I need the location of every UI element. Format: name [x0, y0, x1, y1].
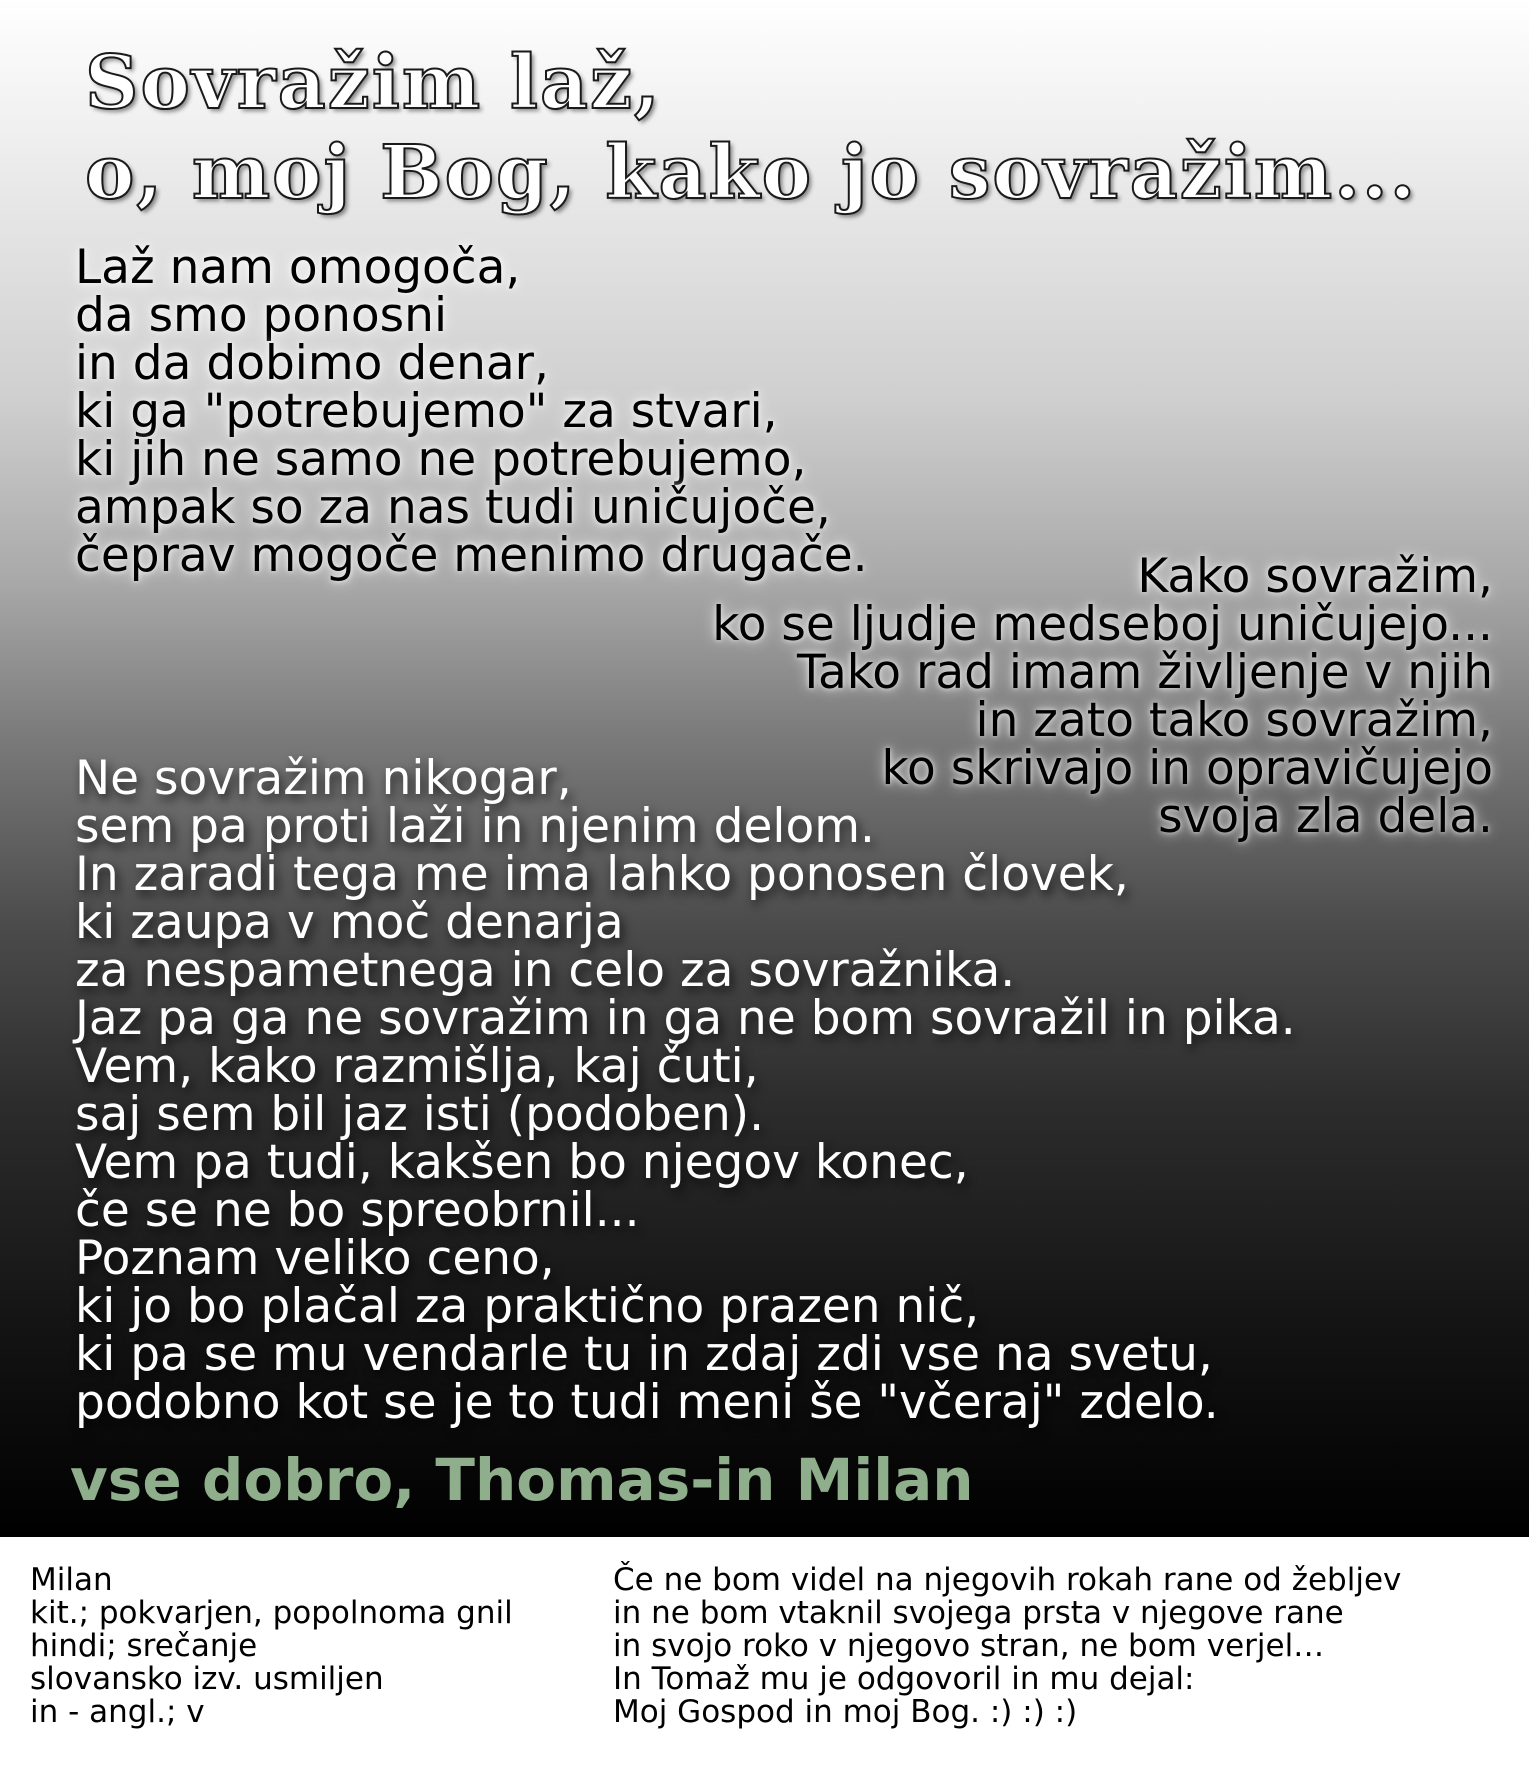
verse-line: če se ne bo spreobrnil... [75, 1183, 640, 1238]
verse-line: Kako sovražim, [1137, 549, 1493, 604]
note-line: hindi; srečanje [30, 1628, 258, 1664]
note-line: Moj Gospod in moj Bog. :) :) :) [613, 1694, 1078, 1730]
verse-line: Laž nam omogoča, [75, 240, 521, 295]
verse-line: za nespametnega in celo za sovražnika. [75, 943, 1016, 998]
note-line: in - angl.; v [30, 1694, 205, 1730]
verse-line: ki pa se mu vendarle tu in zdaj zdi vse na svetu, [75, 1327, 1213, 1382]
verse-line: čeprav mogoče menimo drugače. [75, 528, 868, 583]
note-line: Če ne bom videl na njegovih rokah rane od žebljev [613, 1562, 1402, 1598]
verse-line: ki jo bo plačal za praktično prazen nič, [75, 1279, 980, 1334]
note-line: slovansko izv. usmiljen [30, 1661, 384, 1697]
verse-line: Vem pa tudi, kakšen bo njegov konec, [75, 1135, 969, 1190]
verse-line: Vem, kako razmišlja, kaj čuti, [75, 1039, 759, 1094]
verse-line: saj sem bil jaz isti (podoben). [75, 1087, 765, 1142]
note-line: kit.; pokvarjen, popolnoma gnil [30, 1595, 513, 1631]
verse-line: In zaradi tega me ima lahko ponosen človek, [75, 847, 1129, 902]
verse-line: Ne sovražim nikogar, [75, 751, 572, 806]
signature: vse dobro, Thomas-in Milan [70, 1446, 974, 1514]
title-line: Sovražim laž, [85, 40, 662, 126]
verse-line: ko se ljudje medseboj uničujejo... [712, 597, 1493, 652]
note-line: in ne bom vtaknil svojega prsta v njegove rane [613, 1595, 1344, 1631]
verse-line: ampak so za nas tudi uničujoče, [75, 480, 831, 535]
poem-title [85, 38, 1417, 218]
note-line: Milan [30, 1562, 113, 1598]
stanza-nobody [75, 751, 1296, 1430]
verse-line: in zato tako sovražim, [975, 693, 1493, 748]
verse-line: Poznam veliko ceno, [75, 1231, 555, 1286]
verse-line: ki jih ne samo ne potrebujemo, [75, 432, 807, 487]
verse-line: in da dobimo denar, [75, 336, 549, 391]
note-line: in svojo roko v njegovo stran, ne bom verjel… [613, 1628, 1325, 1664]
verse-line: da smo ponosni [75, 288, 448, 343]
scripture-quote [613, 1564, 1401, 1729]
title-line: o, moj Bog, kako jo sovražim... [85, 130, 1418, 216]
verse-line: sem pa proti laži in njenim delom. [75, 799, 875, 854]
verse-line: Jaz pa ga ne sovražim in ga ne bom sovražil in pika. [75, 991, 1296, 1046]
verse-line: svoja zla dela. [1158, 789, 1493, 844]
note-line: In Tomaž mu je odgovoril in mu dejal: [613, 1661, 1195, 1697]
name-meanings [30, 1564, 513, 1729]
verse-line: podobno kot se je to tudi meni še "včeraj" zdelo. [75, 1375, 1219, 1430]
verse-line: ko skrivajo in opravičujejo [881, 741, 1493, 796]
stanza-lies [75, 240, 868, 583]
verse-line: ki zaupa v moč denarja [75, 895, 624, 950]
verse-line: ki ga "potrebujemo" za stvari, [75, 384, 778, 439]
verse-line: Tako rad imam življenje v njih [797, 645, 1493, 700]
